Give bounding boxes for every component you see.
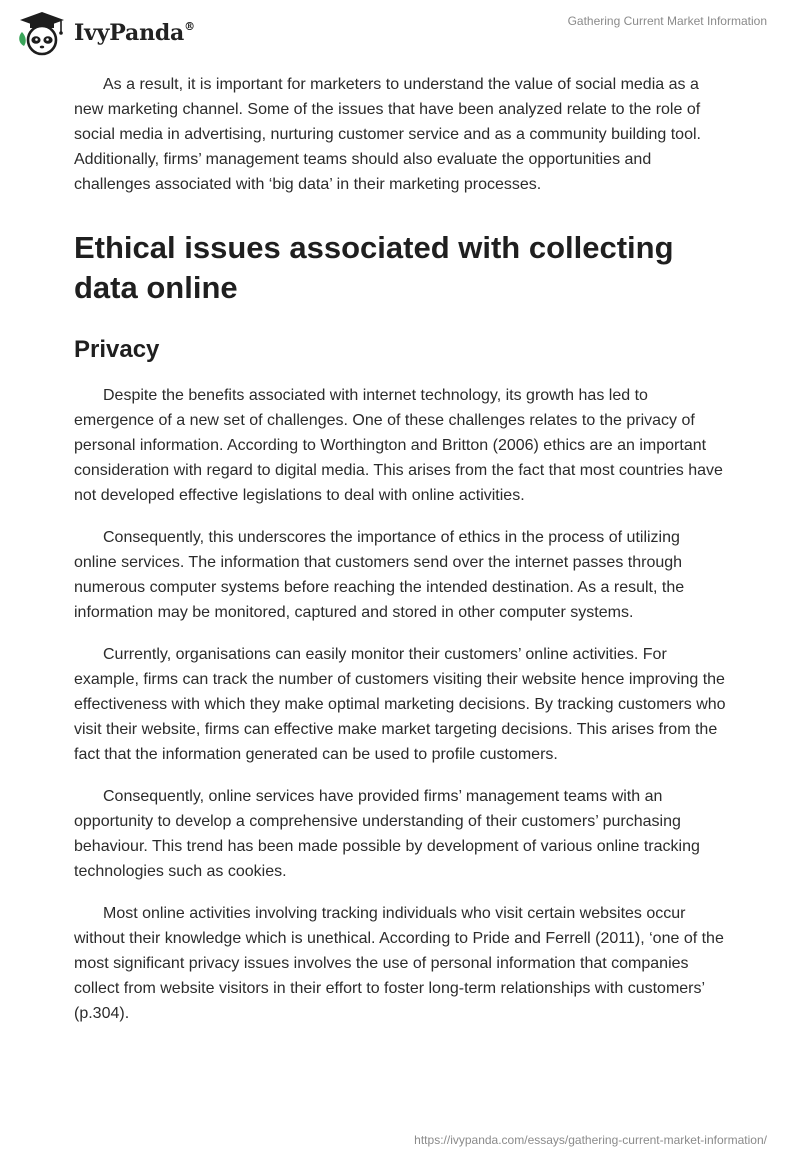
section-heading: Ethical issues associated with collecting data online — [74, 230, 674, 305]
page-title: Gathering Current Market Information — [567, 14, 767, 28]
body-paragraph: Consequently, online services have provided firms’ management teams with an opportunity to develop a comprehensive understanding of their customers’ purchasing behaviour. This trend has been made possible by development of various online tracking technologies such as cookies. — [74, 788, 700, 880]
page-header — [0, 0, 800, 60]
registered-mark: ® — [184, 19, 195, 33]
ivypanda-logo[interactable] — [14, 10, 214, 56]
body-paragraph: Consequently, this underscores the importance of ethics in the process of utilizing online services. The information that customers send over the internet passes through numerous computer systems before reaching the intended destination. As a result, the information may be monitored, captured and stored in other computer systems. — [74, 529, 685, 621]
body-paragraph: Despite the benefits associated with internet technology, its growth has led to emergence of a new set of challenges. One of these challenges relates to the privacy of personal information. According to Worthington and Britton (2006) ethics are an important consideration with regard to digital media. This arises from the fact that most countries have not developed effective legislations to deal with online activities. — [74, 387, 723, 504]
intro-paragraph: As a result, it is important for marketers to understand the value of social media as a new marketing channel. Some of the issues that have been analyzed relate to the role of social media in advertising, nurturing customer service and as a community building tool. Additionally, firms’ management teams should also evaluate the opportunities and challenges associated with ‘big data’ in their marketing processes. — [74, 76, 701, 193]
body-paragraph: Most online activities involving tracking individuals who visit certain websites occur without their knowledge which is unethical. According to Pride and Ferrell (2011), ‘one of the most significant privacy issues involves the use of personal information that companies collect from website visitors in their effort to foster long-term relationships with customers’ (p.304). — [74, 905, 724, 1022]
source-url[interactable]: https://ivypanda.com/essays/gathering-current-market-information/ — [414, 1133, 767, 1147]
essay-body — [74, 72, 726, 1043]
brand-name: IvyPanda® — [74, 19, 195, 46]
subsection-heading: Privacy — [74, 336, 160, 363]
body-paragraph: Currently, organisations can easily monitor their customers’ online activities. For example, firms can track the number of customers visiting their website hence improving the effectiveness with which they make optimal marketing decisions. By tracking customers who visit their website, firms can effective make market targeting decisions. This arises from the fact that the information generated can be used to profile customers. — [74, 646, 726, 763]
panda-graduate-icon — [14, 10, 70, 56]
